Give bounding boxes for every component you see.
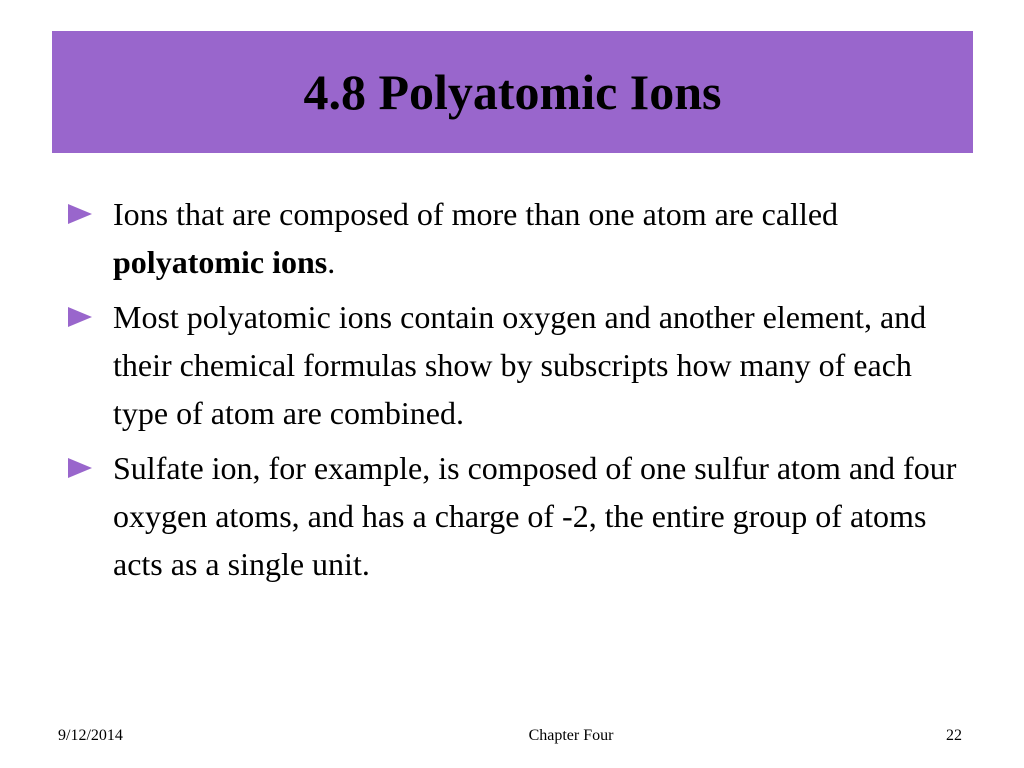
page-number: 22: [946, 727, 962, 744]
title-banner: [52, 31, 973, 153]
bullet-text: Sulfate ion, for example, is composed of one sulfur atom and four oxygen atoms, and has a charge of -2, the entire group of atoms acts as a single unit.: [113, 450, 957, 582]
bullet-list: [66, 190, 966, 595]
bullet-item: [66, 190, 966, 286]
bullet-item: [66, 293, 966, 437]
bullet-text: Most polyatomic ions contain oxygen and another element, and their chemical formulas show by subscripts how many of each type of atom are combined.: [113, 299, 927, 431]
bold-term: polyatomic ions: [113, 244, 328, 280]
bullet-arrow-icon: [66, 190, 104, 238]
footer-chapter: Chapter Four: [528, 727, 614, 744]
bullet-text: Ions that are composed of more than one atom are called polyatomic ions.: [113, 196, 839, 280]
footer-date: 9/12/2014: [58, 727, 123, 744]
slide-title: 4.8 Polyatomic Ions: [303, 64, 722, 120]
bullet-item: [66, 444, 966, 588]
bullet-arrow-icon: [66, 293, 104, 341]
bullet-arrow-icon: [66, 444, 104, 492]
